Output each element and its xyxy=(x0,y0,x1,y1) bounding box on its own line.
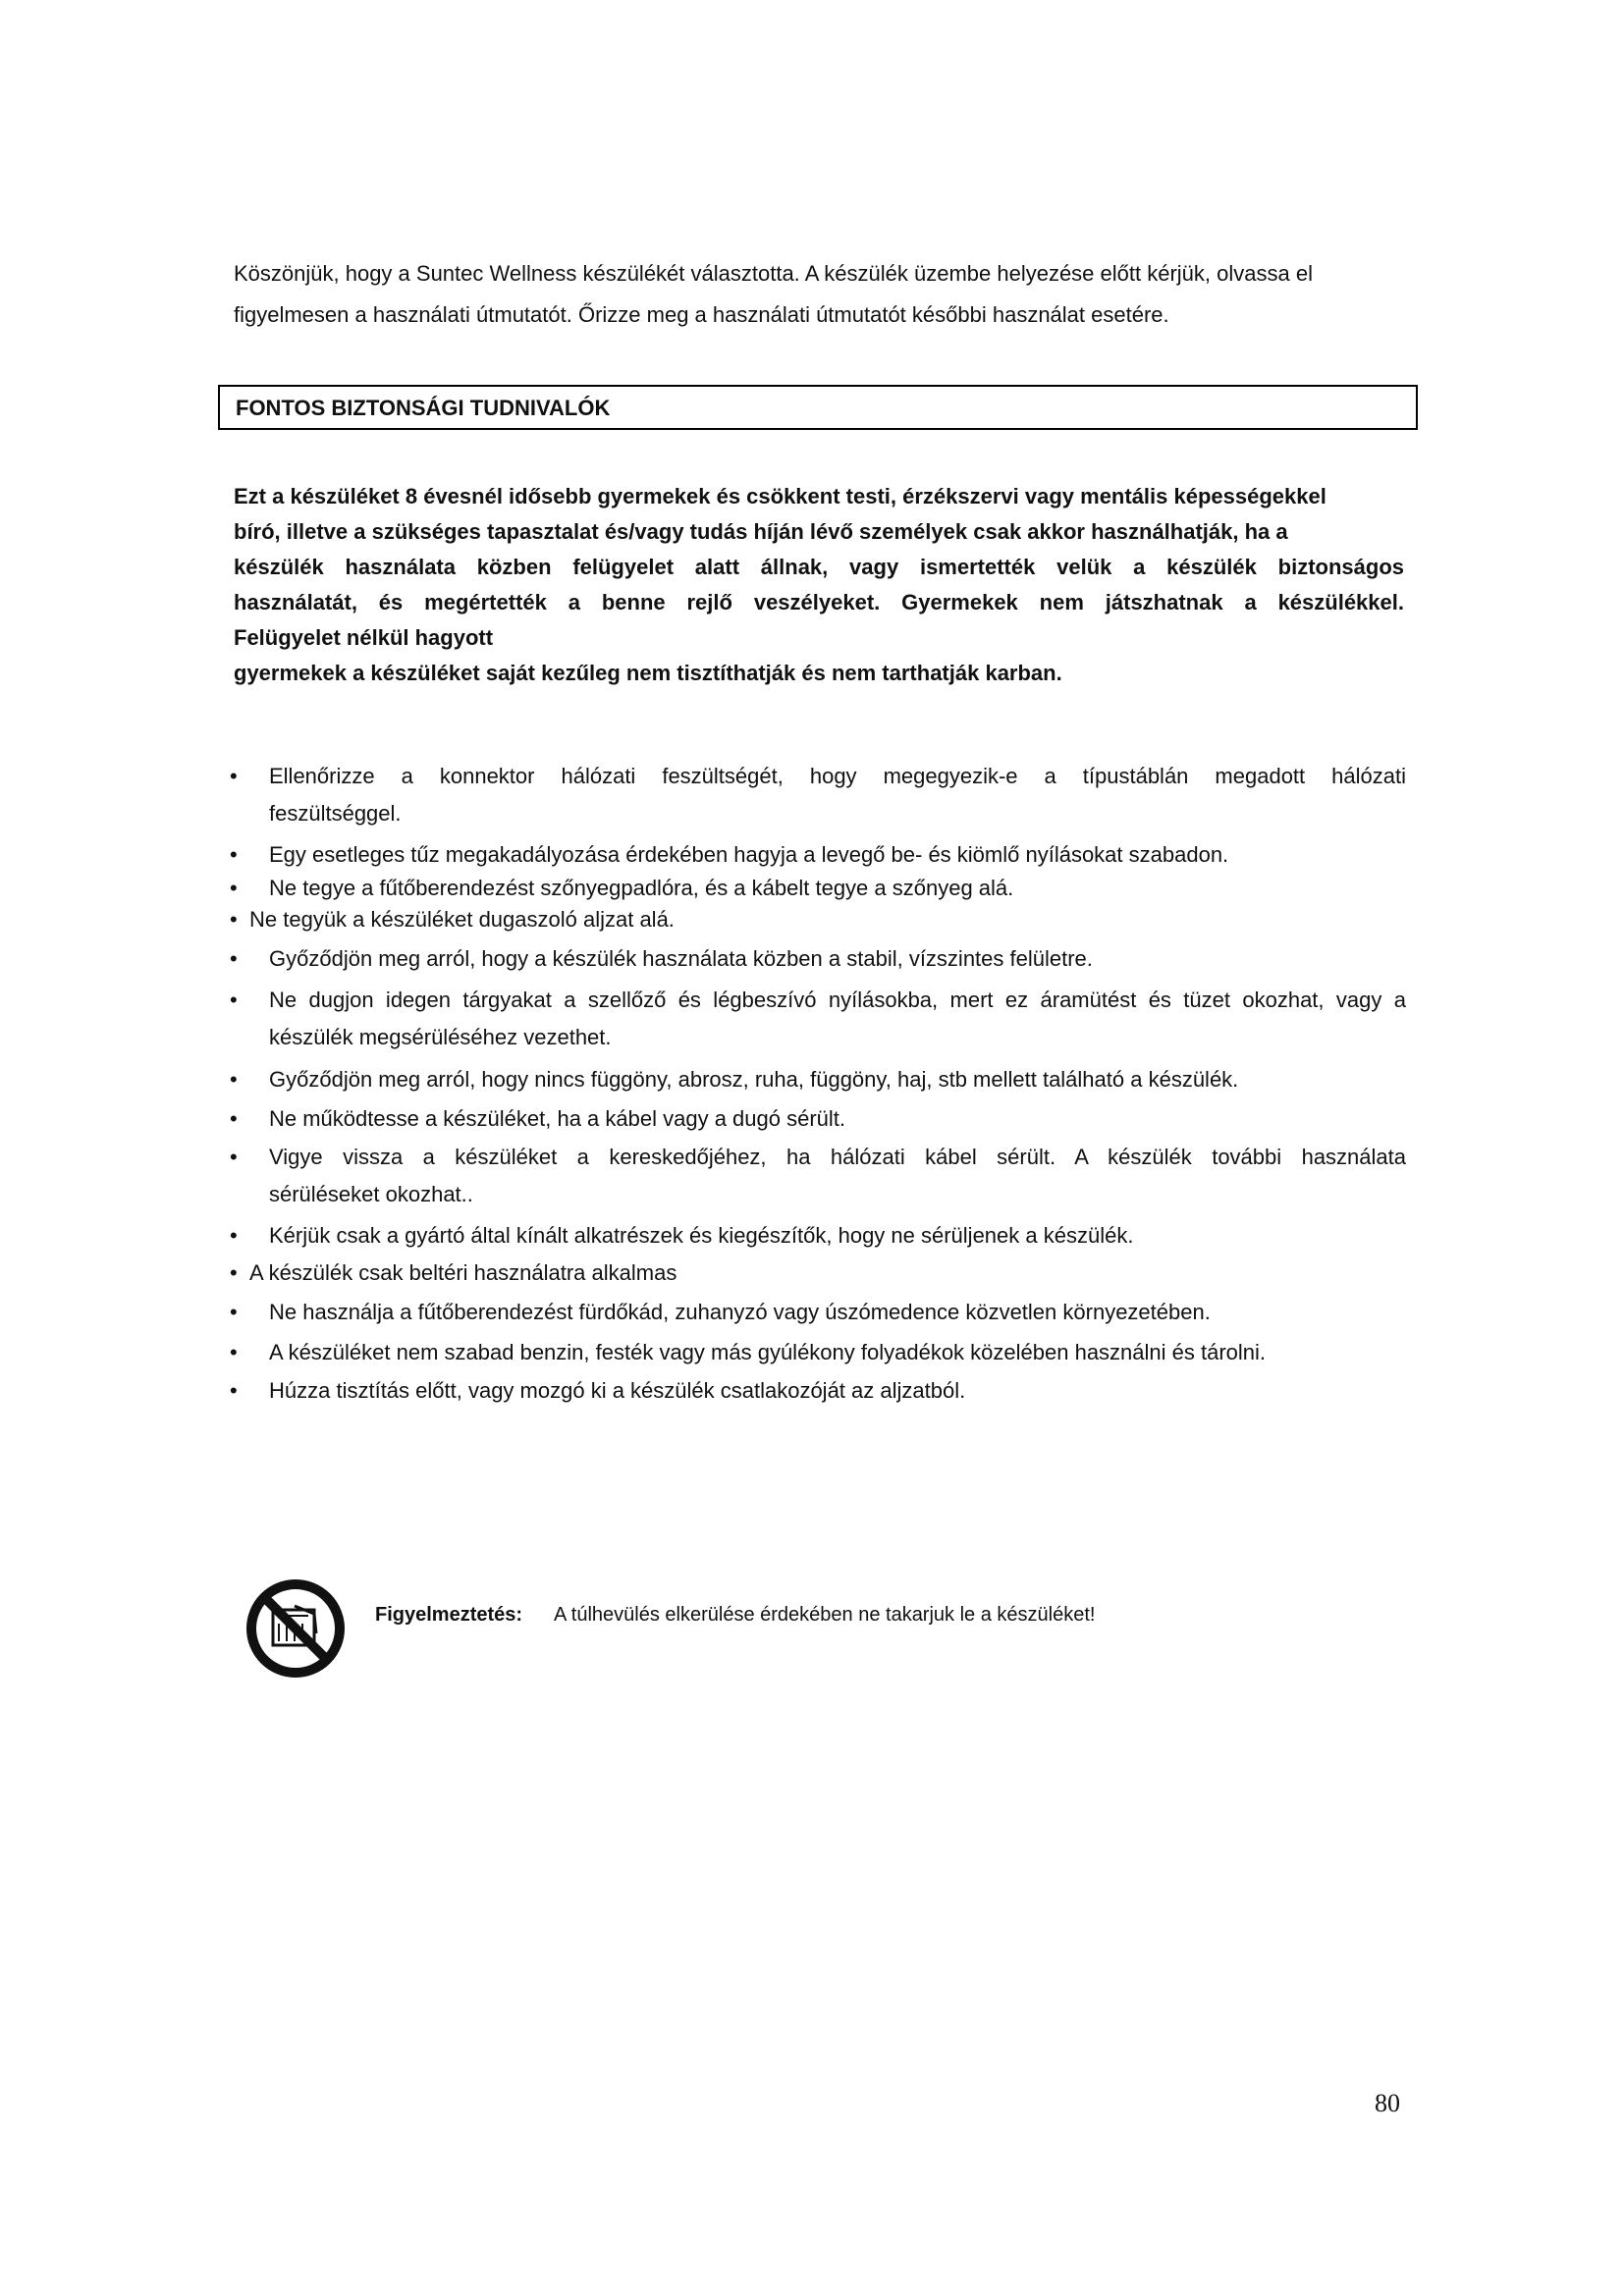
list-item-text: Ne tegye a fűtőberendezést szőnyegpadlóra, és a kábelt tegye a szőnyeg alá. xyxy=(269,876,1014,900)
page-number: 80 xyxy=(1375,2089,1400,2117)
list-item xyxy=(228,758,1406,832)
safety-line-6: gyermekek a készüléket saját kezűleg nem tisztíthatják és nem tarthatják karban. xyxy=(234,661,1062,685)
list-item xyxy=(228,936,1406,982)
list-item-text: Győződjön meg arról, hogy nincs függöny, abrosz, ruha, függöny, haj, stb mellett található a készülék. xyxy=(269,1067,1239,1092)
bullet-icon: • xyxy=(230,1223,238,1248)
list-item xyxy=(228,1255,1406,1292)
list-item-text: Húzza tisztítás előtt, vagy mozgó ki a készülék csatlakozóját az aljzatból. xyxy=(269,1378,966,1403)
do-not-cover-icon xyxy=(244,1576,348,1681)
list-item-line-2: sérüléseket okozhat.. xyxy=(269,1182,473,1206)
list-item-text: Egy esetleges tűz megakadályozása érdekében hagyja a levegő be- és kiömlő nyílásokat szabadon. xyxy=(269,842,1229,867)
bullet-icon: • xyxy=(230,1145,238,1169)
list-item xyxy=(228,903,1406,936)
list-item xyxy=(228,1292,1406,1333)
list-item xyxy=(228,1139,1406,1213)
bullet-icon: • xyxy=(230,1340,238,1364)
bullet-icon: • xyxy=(230,842,238,867)
bullet-icon: • xyxy=(230,988,238,1012)
list-item-line-2: készülék megsérüléséhez vezethet. xyxy=(269,1025,612,1049)
safety-line-5: Felügyelet nélkül hagyott xyxy=(234,625,494,650)
list-item-text: Ne használja a fűtőberendezést fürdőkád, zuhanyzó vagy úszómedence közvetlen környezetében. xyxy=(269,1300,1211,1324)
intro-line-2: figyelmesen a használati útmutatót. Őrizze meg a használati útmutatót későbbi használat esetére. xyxy=(234,302,1169,327)
safety-line-3: készülék használata közben felügyelet alatt állnak, vagy ismertették velük a készülék biztonságos xyxy=(234,555,1404,579)
list-item-line-1: Ne dugjon idegen tárgyakat a szellőző és légbeszívó nyílásokba, mert ez áramütést és tüzet okozhat, vagy a xyxy=(269,988,1406,1012)
list-item xyxy=(228,874,1406,903)
warning-label: Figyelmeztetés: xyxy=(375,1604,523,1626)
intro-paragraph xyxy=(234,253,1404,336)
list-item xyxy=(228,982,1406,1056)
list-item xyxy=(228,1060,1406,1099)
safety-line-2: bíró, illetve a szükséges tapasztalat és/vagy tudás híján lévő személyek csak akkor használhatják, ha a xyxy=(234,519,1288,544)
bullet-icon: • xyxy=(230,907,238,932)
list-item-line-1: Ellenőrizze a konnektor hálózati feszültségét, hogy megegyezik-e a típustáblán megadott hálózati xyxy=(269,764,1406,788)
list-item-text: Ne működtesse a készüléket, ha a kábel vagy a dugó sérült. xyxy=(269,1106,846,1131)
list-item-text: Ne tegyük a készüléket dugaszoló aljzat alá. xyxy=(249,907,675,932)
list-item-text: A készülék csak beltéri használatra alkalmas xyxy=(249,1260,677,1285)
section-title: FONTOS BIZTONSÁGI TUDNIVALÓK xyxy=(236,396,611,420)
safety-line-1: Ezt a készüléket 8 évesnél idősebb gyermekek és csökkent testi, érzékszervi vagy mentális képességekkel xyxy=(234,484,1326,508)
list-item-text: A készüléket nem szabad benzin, festék vagy más gyúlékony folyadékok közelében használni és tárolni. xyxy=(269,1340,1267,1364)
safety-bullet-list xyxy=(228,758,1406,1410)
list-item xyxy=(228,1372,1406,1410)
warning-text: A túlhevülés elkerülése érdekében ne takarjuk le a készüléket! xyxy=(554,1604,1096,1626)
bullet-icon: • xyxy=(230,1300,238,1324)
list-item xyxy=(228,836,1406,874)
list-item xyxy=(228,1217,1406,1255)
bullet-icon: • xyxy=(230,876,238,900)
list-item-text: Kérjük csak a gyártó által kínált alkatrészek és kiegészítők, hogy ne sérüljenek a készülék. xyxy=(269,1223,1134,1248)
bullet-icon: • xyxy=(230,764,238,788)
safety-line-4: használatát, és megértették a benne rejlő veszélyeket. Gyermekek nem játszhatnak a készülékkel. xyxy=(234,590,1404,614)
bullet-icon: • xyxy=(230,1378,238,1403)
warning-row xyxy=(244,1576,1225,1684)
list-item-text: Győződjön meg arról, hogy a készülék használata közben a stabil, vízszintes felületre. xyxy=(269,946,1093,971)
bullet-icon: • xyxy=(230,1260,238,1285)
bullet-icon: • xyxy=(230,1067,238,1092)
list-item-line-1: Vigye vissza a készüléket a kereskedőjéhez, ha hálózati kábel sérült. A készülék további használata xyxy=(269,1145,1406,1169)
list-item-line-2: feszültséggel. xyxy=(269,801,402,826)
list-item xyxy=(228,1333,1406,1372)
list-item xyxy=(228,1099,1406,1139)
section-header-box xyxy=(218,385,1418,430)
bullet-icon: • xyxy=(230,1106,238,1131)
bullet-icon: • xyxy=(230,946,238,971)
intro-line-1: Köszönjük, hogy a Suntec Wellness készülékét választotta. A készülék üzembe helyezése előtt kérjük, olvassa el xyxy=(234,261,1313,286)
safety-paragraph xyxy=(234,479,1404,691)
